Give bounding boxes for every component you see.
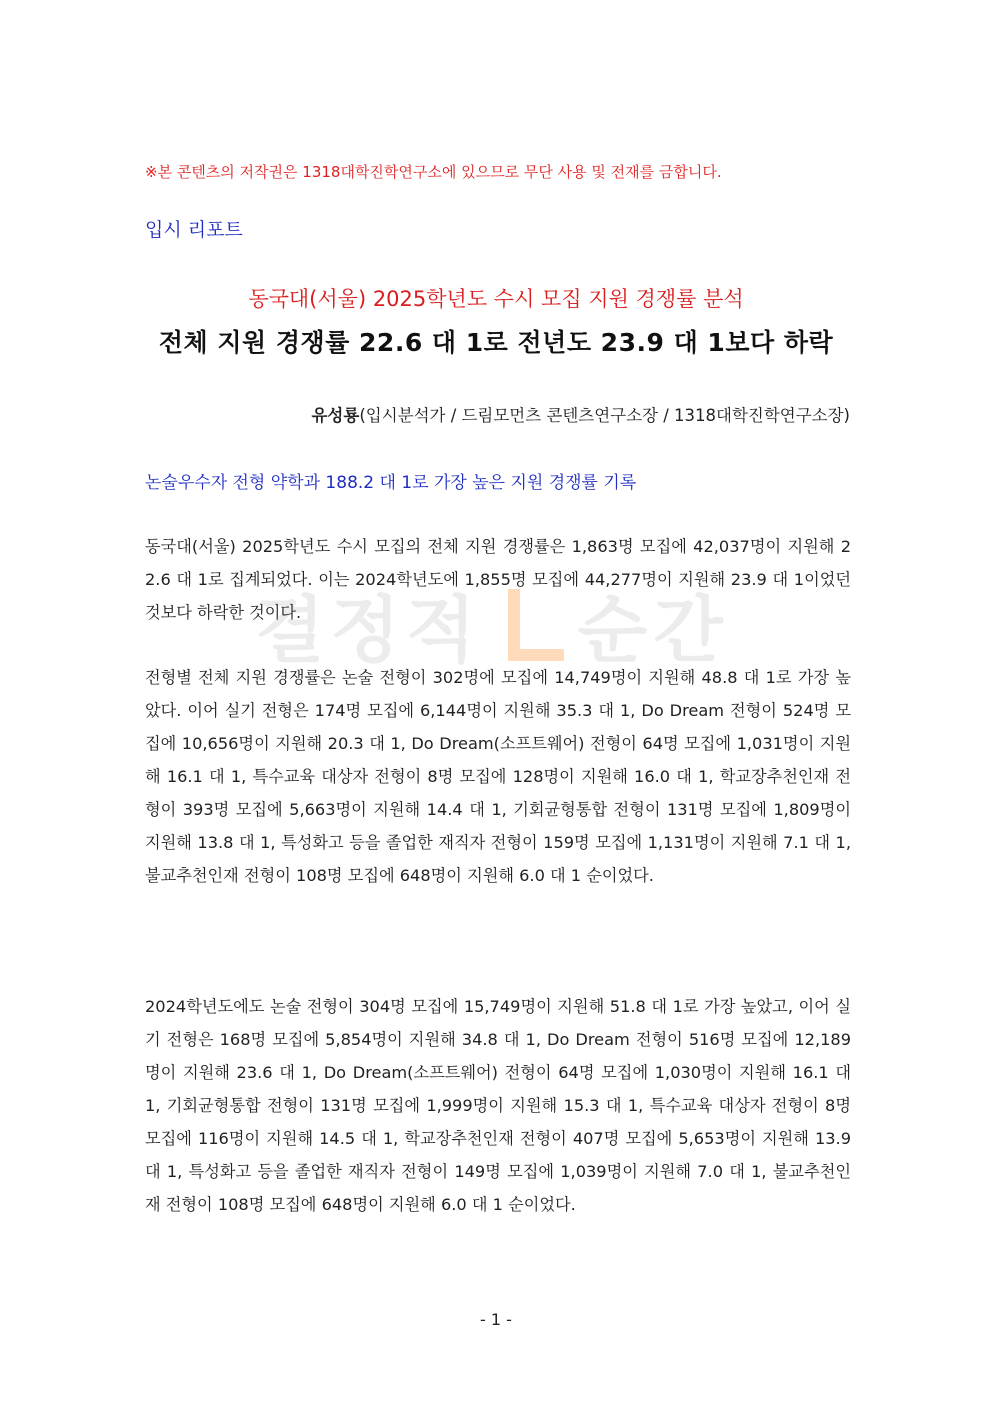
body-paragraph: 2024학년도에도 논술 전형이 304명 모집에 15,749명이 지원해 51.8 대 1로 가장 높았고, 이어 실기 전형은 168명 모집에 5,854명이 지원해 34.8 대 1, Do Dream 전형이 516명 모집에 12,189명이 지원해 23.6 대 1, Do Dream(소프트웨어) 전형이 64명 모집에 1,030명이 지원해 16.1 대 1, 기회균형통합 전형이 131명 모집에 1,999명이 지원해 15.3 대 1, 특수교육 대상자 전형이 8명 모집에 116명이 지원해 14.5 대 1, 학교장추천인재 전형이 407명 모집에 5,653명이 지원해 13.9 대 1, 특성화고 등을 졸업한 재직자 전형이 149명 모집에 1,039명이 지원해 7.0 대 1, 불교추천인재 전형이 108명 모집에 648명이 지원해 6.0 대 1 순이었다. [145,997,851,1214]
body-paragraph: 동국대(서울) 2025학년도 수시 모집의 전체 지원 경쟁률은 1,863명 모집에 42,037명이 지원해 22.6 대 1로 집계되었다. 이는 2024학년도에 1,855명 모집에 44,277명이 지원해 23.9 대 1이었던 것보다 하락한 것이다. [145,537,851,622]
watermark-text-right: 순간 [577,588,729,672]
author-role: (입시분석가 / 드림모먼츠 콘텐츠연구소장 / 1318대학진학연구소장) [359,406,850,425]
section-label: 입시 리포트 [145,219,243,241]
report-title: 동국대(서울) 2025학년도 수시 모집 지원 경쟁률 분석 [248,287,744,311]
author-name: 유성룡 [311,406,360,425]
body-paragraph: 전형별 전체 지원 경쟁률은 논술 전형이 302명에 모집에 14,749명이 지원해 48.8 대 1로 가장 높았다. 이어 실기 전형은 174명 모집에 6,144명이 지원해 35.3 대 1, Do Dream 전형이 524명 모집에 10,656명이 지원해 20.3 대 1, Do Dream(소프트웨어) 전형이 64명 모집에 1,031명이 지원해 16.1 대 1, 특수교육 대상자 전형이 8명 모집에 128명이 지원해 16.0 대 1, 학교장추천인재 전형이 393명 모집에 5,663명이 지원해 14.4 대 1, 기회균형통합 전형이 131명 모집에 1,809명이 지원해 13.8 대 1, 특성화고 등을 졸업한 재직자 전형이 159명 모집에 1,131명이 지원해 7.1 대 1, 불교추천인재 전형이 108명 모집에 648명이 지원해 6.0 대 1 순이었다. [145,668,851,885]
section-subheading: 논술우수자 전형 약학과 188.2 대 1로 가장 높은 지원 경쟁률 기록 [145,473,637,493]
page-number: - 1 - [480,1310,512,1329]
report-subtitle: 전체 지원 경쟁률 22.6 대 1로 전년도 23.9 대 1보다 하락 [158,328,834,357]
author-byline [311,402,850,426]
copyright-notice: ※본 콘텐츠의 저작권은 1318대학진학연구소에 있으므로 무단 사용 및 전재를 금합니다. [145,163,722,181]
watermark-text-left: 결정적 [255,588,482,672]
